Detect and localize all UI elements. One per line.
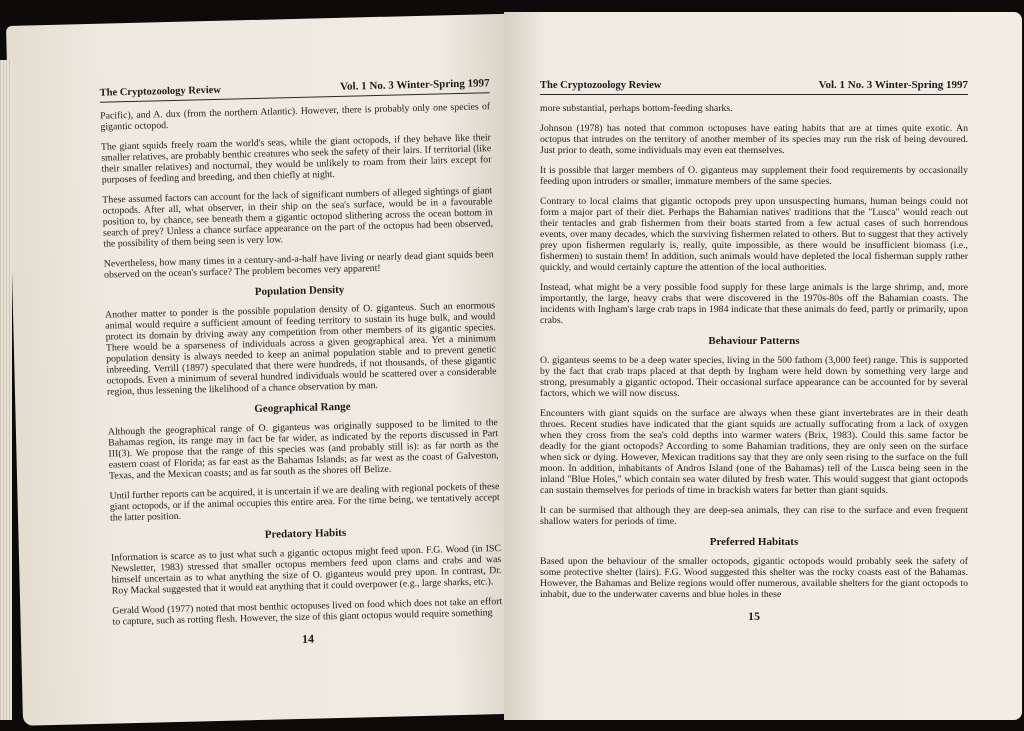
page-number: 14 [301,631,315,646]
page-edges [0,60,12,720]
journal-title: The Cryptozoology Review [99,84,222,99]
journal-title: The Cryptozoology Review [540,80,662,91]
paragraph: Although the geographical range of O. giganteus was originally supposed to be limited to the Bahamas region, its range may in fact be far wider, as indicated by the reports discussed in Part III(3). We propose that the range of this species was (and probably still is): as far north as the eastern coast of Florida; as far east as the Bahamas Islands; as far west as the coast of Galveston, Texas, and the Mexican coasts; and as far south as the shores off Belize. [107,417,499,482]
paragraph: Encounters with giant squids on the surface are always when these giant invertebrates are in their death throes. Recent studies have indicated that the giant squids are actually suffocating from a lack of oxygen when they cross from the sea's cold depths into warmer waters (Brix, 1983). Could this same factor be deadly for the giant octopods? According to some Bahamian traditions, they are only seen on the surface when sick or dying. However, Mexican traditions say that they are only seen rising to the surface on the full moon. In addition, inhabitants of Andros Island (one of the Bahamas) tell of the Lusca being seen in the inland "Blue Holes," which contain sea water diluted by fresh water. This would suggest that giant octopods can sustain themselves for periods of time in brackish waters far better than giant squids. [540,408,968,496]
paragraph: Based upon the behaviour of the smaller octopods, gigantic octopods would probably seek the safety of some protective shelter (lairs). F.G. Wood suggested this shelter was the rocky coasts east of the Bahamas. However, the Bahamas and Belize regions would offer numerous, available shelters for the giant octopods to inhabit, due to the underwater caverns and blue holes in these [540,556,968,600]
paragraph: Information is scarce as to just what such a gigantic octopus might feed upon. F.G. Wood (in ISC Newsletter, 1983) stressed that smaller octopus members feed upon clams and crabs and was himself uncertain as to what anything the size of O. giganteus would prey upon. In contrast, Dr. Roy Mackal suggested that it would eat anything that it could overpower (e.g., large sharks, etc.). [110,543,502,597]
paragraph: Nevertheless, how many times in a century-and-a-half have living or nearly dead giant squids been observed on the ocean's surface? The problem becomes very apparent! [103,249,494,281]
section-heading-predatory-habits: Predatory Habits [264,526,347,541]
right-page [504,12,1022,720]
paragraph: Johnson (1978) has noted that common octopuses have eating habits that are at times quite exotic. An octopus that intrudes on the territory of another member of its species may run the risk of being devoured. Just prior to death, some individuals may even eat themselves. [540,123,968,156]
paragraph: Until further reports can be acquired, it is uncertain if we are dealing with regional pockets of these giant octopods, or if the animal occupies this entire area. For the time being, we tentatively accept the latter position. [109,481,500,524]
section-heading-preferred-habitats: Preferred Habitats [709,536,799,548]
paragraph: Pacific), and A. dux (from the northern Atlantic). However, there is probably only one species of gigantic octopod. [100,101,491,133]
left-running-header [99,64,490,103]
volume-info: Vol. 1 No. 3 Winter-Spring 1997 [340,77,490,93]
paragraph: Another matter to ponder is the possible population density of O. giganteus. Such an enormous animal would require a sufficient amount of feeding territory to sustain its huge bulk, and would protect its domain by driving away any competition from other members of its gigantic species. There would be a sparseness of individuals across a given geographical area. Yet a minimum population density is always needed to keep an animal population stable and to prevent genetic inbreeding. Verrill (1897) speculated that there were hundreds, if not thousands, of these gigantic octopods. Even a minimum of several hundred individuals would be scattered over a considerable region, thus lessening the likelihood of a chance observation by man. [104,300,497,398]
section-heading-behaviour-patterns: Behaviour Patterns [708,335,800,347]
right-running-header [540,66,968,95]
section-heading-geographical-range: Geographical Range [254,400,351,416]
paragraph: Contrary to local claims that gigantic octopods prey upon unsuspecting humans, human beings could not form a major part of their diet. Perhaps the Bahamian natives' traditions that the "Lusca" would reach out their tentacles and grab fishermen from their boats started from a few actual cases of such horrendous events, over many decades, which the surviving fishermen related to others. But to suggest that they actively prey upon fishermen regularly is, really, quite impossible, as there would be insufficient biomass (i.e., fishermen) to sustain them! In addition, such animals would have depleted the local fisherman supply rather quickly, and would certainly capture the attention of the local authorities. [540,196,968,273]
paragraph: It can be surmised that although they are deep-sea animals, they can rise to the surface and even frequent shallow waters for periods of time. [540,505,968,527]
volume-info: Vol. 1 No. 3 Winter-Spring 1997 [818,79,968,91]
paragraph: Gerald Wood (1977) noted that most benthic octopuses lived on food which does not take an effort to capture, such as rotting flesh. However, the size of this giant octopus would require something [112,596,503,628]
paragraph: These assumed factors can account for the lack of significant numbers of alleged sightings of giant octopods. After all, what observer, in their ship on the sea's surface, would be in a favourable position to, by chance, see beneath them a gigantic octopod slithering across the ocean bottom in search of prey? Unless a chance surface appearance on the part of the octopus had been observed, the possibility of them being seen is very low. [102,185,494,250]
paragraph: O. giganteus seems to be a deep water species, living in the 500 fathom (3,000 feet) range. This is supported by the fact that crab traps placed at that depth by Ingham were held down by something very large and strong, presumably a gigantic octopod. Their occasional surface appearance can be accounted for by several factors, which we will now discuss. [540,355,968,399]
page-number: 15 [748,609,760,623]
paragraph: The giant squids freely roam the world's seas, while the giant octopods, if they behave like their smaller relatives, are probably benthic creatures who seek the safety of their lairs. If territorial (like their smaller relatives) and nocturnal, they would be unlikely to roam from their lairs except for purposes of feeding and breeding, and then chiefly at night. [100,132,492,186]
section-heading-population-density: Population Density [254,283,345,298]
paragraph: Instead, what might be a very possible food supply for these large animals is the large shrimp, and, more importantly, the large, heavy crabs that were discovered in the 1970s-80s off the Bahamian coasts. The incidents with Ingham's large crab traps in 1984 indicate that these animals do feed, partly or primarily, upon crabs. [540,282,968,326]
left-page [6,14,531,726]
paragraph: It is possible that larger members of O. giganteus may supplement their food requirements by occasionally feeding upon intruders or smaller, immature members of the same species. [540,165,968,187]
paragraph: more substantial, perhaps bottom-feeding sharks. [540,103,733,114]
